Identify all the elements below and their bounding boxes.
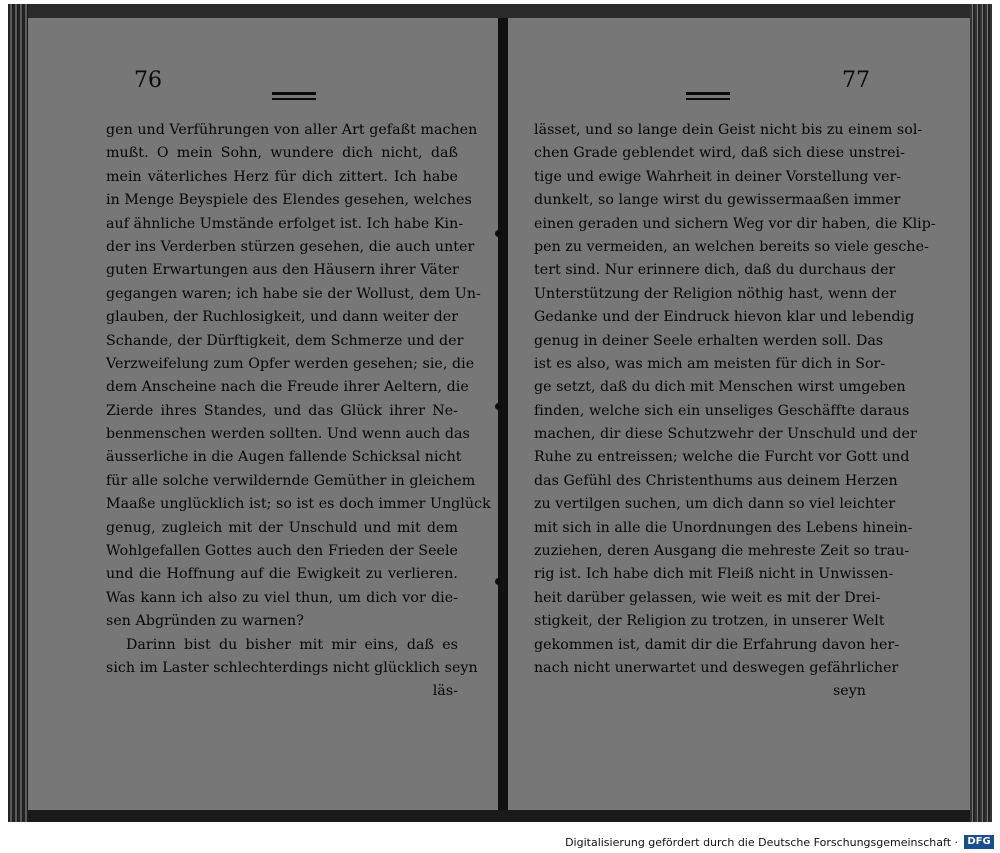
gutter-mark (495, 230, 502, 237)
text-line: genug in deiner Seele erhalten werden soll. Das (534, 332, 884, 349)
left-header-rule (272, 92, 316, 95)
text-line: glauben, der Ruchlosigkeit, und dann weiter der (106, 309, 459, 326)
book-edge-left (8, 4, 28, 822)
text-line: sich im Laster schlechterdings nicht glücklich seyn (106, 659, 478, 676)
text-line: ge setzt, daß du dich mit Menschen wirst umgeben (534, 379, 906, 396)
text-line: und die Hoffnung auf die Ewigkeit zu verlieren. (106, 566, 458, 583)
text-line: das Gefühl des Christenthums aus deinem Herzen (534, 472, 898, 489)
text-line: Wohlgefallen Gottes auch den Frieden der Seele (106, 543, 458, 560)
text-line: machen, dir diese Schutzwehr der Unschuld und der (534, 426, 917, 443)
text-line: Ruhe zu entreissen; welche die Furcht vor Gott und (534, 449, 910, 466)
text-line: finden, welche sich ein unseliges Geschäffte daraus (534, 402, 910, 419)
text-line: in Menge Beyspiele des Elendes gesehen, welches (106, 192, 472, 209)
right-header-rule (686, 92, 730, 95)
funding-notice: Digitalisierung gefördert durch die Deutsche Forschungsgemeinschaft · (565, 836, 958, 849)
text-line: gen und Verführungen von aller Art gefaßt machen (106, 122, 478, 138)
gutter-mark (495, 403, 502, 410)
text-line: Schande, der Dürftigkeit, dem Schmerze und der (106, 332, 464, 349)
text-line: mit sich in alle die Unordnungen des Lebens hinein- (534, 519, 913, 536)
scan-top-strip (28, 4, 970, 18)
text-line: Maaße unglücklich ist; so ist es doch immer Unglück (106, 496, 491, 513)
right-page-text (534, 119, 936, 704)
gutter-mark (495, 578, 502, 585)
text-line: Was kann ich also zu viel thun, um dich vor die- (106, 589, 458, 606)
text-line: ist es also, was mich am meisten für dich in Sor- (534, 355, 886, 372)
text-line: pen zu vermeiden, an welchen bereits so viele gesche- (534, 238, 929, 255)
text-line: sen Abgründen zu warnen? (106, 613, 304, 630)
text-line: stigkeit, der Religion zu trotzen, in unserer Welt (534, 613, 885, 630)
text-line: rig ist. Ich habe dich mit Fleiß nicht in Unwissen- (534, 566, 894, 583)
text-line: tert sind. Nur erinnere dich, daß du durchaus der (534, 262, 896, 279)
text-line: benmenschen werden sollten. Und wenn auch das (106, 426, 470, 443)
text-line: Verzweifelung zum Opfer werden gesehen; sie, die (106, 355, 475, 372)
text-line: einen geraden und sichern Weg vor dir haben, die Klip- (534, 215, 936, 232)
text-line: Unterstützung der Religion nöthig hast, wenn der (534, 285, 897, 302)
text-line: Zierde ihres Standes, und das Glück ihrer Ne- (106, 402, 458, 419)
text-line: nach nicht unerwartet und deswegen gefährlicher (534, 659, 899, 676)
text-line: dem Anscheine nach die Freude ihrer Aeltern, die (106, 379, 469, 396)
text-line: zuziehen, deren Ausgang die mehreste Zeit so trau- (534, 543, 910, 560)
text-line: für alle solche verwildernde Gemüther in gleichem (106, 472, 476, 489)
text-line: heit darüber gelassen, wie weit es mit der Drei- (534, 589, 881, 606)
text-line: auf ähnliche Umstände erfolget ist. Ich habe Kin- (106, 215, 464, 232)
text-line: Darinn bist du bisher mit mir eins, daß es (126, 636, 458, 653)
left-page-text (106, 119, 491, 704)
text-line: lässet, und so lange dein Geist nicht bis zu einem sol- (534, 122, 923, 138)
right-page-number: 77 (842, 68, 870, 93)
text-line: mein väterliches Herz für dich zittert. Ich habe (106, 168, 458, 185)
footer (0, 828, 1000, 853)
book-edge-right (970, 4, 992, 822)
text-line: gekommen ist, damit dir die Erfahrung davon her- (534, 636, 900, 653)
text-line: äusserliche in die Augen fallende Schicksal nicht (106, 449, 462, 466)
text-line: chen Grade geblendet wird, daß sich diese unstrei- (534, 145, 905, 162)
text-line: guten Erwartungen aus den Häusern ihrer Väter (106, 262, 459, 279)
dfg-logo: DFG (964, 835, 994, 849)
text-line: gegangen waren; ich habe sie der Wollust, dem Un- (106, 285, 481, 302)
left-page-number: 76 (134, 68, 162, 93)
book-gutter (498, 18, 508, 810)
text-line: mußt. O mein Sohn, wundere dich nicht, daß (106, 145, 458, 162)
text-line: genug, zugleich mit der Unschuld und mit dem (106, 519, 458, 536)
text-line: der ins Verderben stürzen gesehen, die auch unter (106, 238, 475, 255)
text-line: Gedanke und der Eindruck hievon klar und lebendig (534, 309, 915, 326)
text-line: seyn (832, 683, 866, 700)
text-line: dunkelt, so lange wirst du gewissermaaßen immer (534, 192, 901, 209)
text-line: tige und ewige Wahrheit in deiner Vorstellung ver- (534, 168, 902, 185)
text-line: zu vertilgen suchen, um dich dann so viel leichter (534, 496, 896, 513)
text-line: läs- (432, 683, 458, 700)
